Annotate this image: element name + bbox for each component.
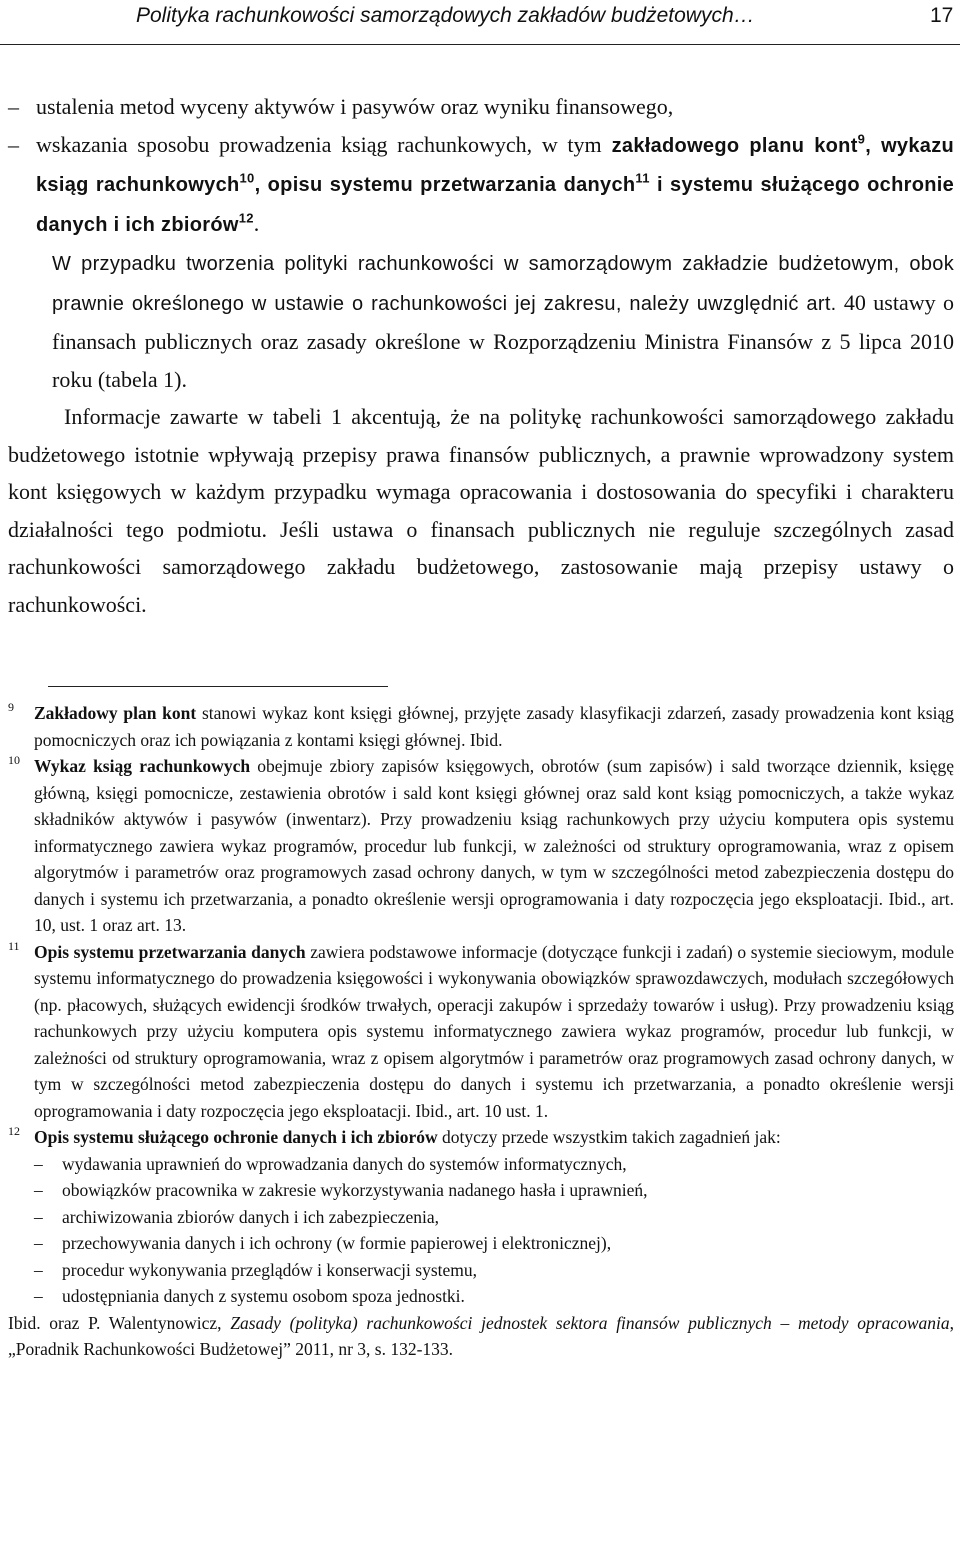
footnote-ref-10[interactable]: 10 (239, 170, 255, 186)
footnote-term: Wykaz ksiąg rachunkowych (34, 756, 251, 776)
dash-bullet: – (34, 1233, 43, 1253)
list-item (8, 1177, 954, 1204)
item-bold-text: , wykazu ksiąg rachunkowych (36, 134, 955, 196)
footnote-number: 12 (8, 1124, 20, 1138)
dash-bullet: – (8, 131, 19, 157)
footnote-list (8, 1151, 954, 1310)
list-item (8, 1230, 954, 1257)
header-rule (0, 44, 960, 45)
footnote-ref-11[interactable]: 11 (635, 170, 650, 186)
item-text: wskazania sposobu prowadzenia ksiąg rachunkowych, w tym (36, 131, 602, 157)
list-item-text: archiwizowania zbiorów danych i ich zabezpieczenia, (62, 1206, 440, 1227)
item-text: . (253, 210, 260, 236)
list-item (8, 88, 954, 126)
footnote-ref-9[interactable]: 9 (857, 131, 866, 147)
source-text: Ibid. oraz P. Walentynowicz, (8, 1312, 231, 1333)
paragraph-text: W przypadku tworzenia polityki rachunkowości w samorządowym zakładzie budżetowym, obok prawnie określonego w ustawie o rachunkowości jej zakresu, należy uwzględnić art. (52, 253, 954, 315)
list-item (8, 1204, 954, 1231)
footnote-source (8, 1310, 954, 1363)
running-header (0, 0, 960, 46)
list-item-text: wydawania uprawnień do wprowadzania danych do systemów informatycznych, (62, 1153, 627, 1174)
footnote-body: zawiera podstawowe informacje (dotyczące funkcji i zadań) o systemie sieciowym, module systemu informatycznego do prowadzenia księgowości i wykonywania obowiązków sprawozdawczych, modułach szczegółowych (np. płacowych, służących ewidencji środków trwałych, operacji zakupów i sprzedaży towarów i usług). Przy prowadzeniu ksiąg rachunkowych przy użyciu komputera opis systemu informatycznego zawiera wykaz programów, procedur lub funkcji, w zależności od struktury oprogramowania, wraz z opisem algorytmów i parametrów oraz programowych zasad ochrony danych, w tym w szczególności metod zabezpieczenia dostępu do danych i systemu ich przetwarzania, a ponadto określenie wersji oprogramowania i daty rozpoczęcia jego eksploatacji. Ibid., art. 10 ust. 1. (34, 941, 955, 1121)
item-bold-text: i systemu służącego ochronie danych i ich zbiorów (36, 174, 955, 236)
paragraph: Informacje zawarte w tabeli 1 akcentują, że na politykę rachunkowości samorządowego zakładu budżetowego istotnie wpływają przepisy prawa finansów publicznych, a prawnie wprowadzony system kont księgowych w każdym przypadku wymaga opracowania i dostosowania do specyfiki i charakteru działalności tego podmiotu. Jeśli ustawa o finansach publicznych nie reguluje szczególnych zasad rachunkowości samorządowego zakładu budżetowego, zastosowanie mają przepisy ustawy o rachunkowości. (8, 404, 954, 617)
dash-bullet: – (34, 1180, 43, 1200)
footnote-text (34, 753, 954, 939)
footnote-number: 11 (8, 938, 20, 953)
dash-bullet: – (34, 1153, 43, 1174)
header-title: Polityka rachunkowości samorządowych zakładów budżetowych… (136, 4, 755, 27)
footnote-text (34, 939, 954, 1125)
item-bold-text: zakładowego planu kont (601, 134, 858, 157)
footnote-10 (8, 753, 954, 939)
source-title: Zasady (polityka) rachunkowości jednostek sektora finansów publicznych – metody opracowania (230, 1312, 950, 1333)
list-item (8, 126, 954, 245)
list-item-text: procedur wykonywania przeglądów i konserwacji systemu, (62, 1259, 478, 1280)
footnote-text (34, 700, 954, 753)
footnotes (8, 700, 954, 1363)
dash-bullet: – (34, 1259, 43, 1280)
body-text (8, 88, 954, 623)
footnote-term: Opis systemu służącego ochronie danych i ich zbiorów (34, 1127, 438, 1147)
page-number: 17 (930, 4, 954, 27)
footnote-body: stanowi wykaz kont księgi głównej, przyjęte zasady klasyfikacji zdarzeń, zasady prowadzenia kont ksiąg pomocniczych oraz ich powiązania z kontami księgi głównej. Ibid. (34, 703, 954, 750)
item-bold-text: , opisu systemu przetwarzania danych (254, 174, 636, 196)
footnote-number: 10 (8, 753, 20, 767)
footnote-term: Opis systemu przetwarzania danych (34, 941, 306, 962)
footnote-11 (8, 939, 954, 1125)
footnote-ref-12[interactable]: 12 (238, 210, 254, 226)
paragraph-text: 40 ustawy o finansach publicznych oraz zasady określone w Rozporządzeniu Ministra Finansów z 5 lipca 2010 roku (tabela 1). (52, 289, 954, 392)
item-text: ustalenia metod wyceny aktywów i pasywów oraz wyniku finansowego, (36, 94, 674, 119)
footnote-body: obejmuje zbiory zapisów księgowych, obrotów (sum zapisów) i sald tworzące dziennik, księgę główną, księgi pomocnicze, zestawienia obrotów i sald kont księgi głównej oraz sald kont ksiąg pomocniczych, a także wykaz składników aktywów i pasywów (inwentarz). Przy prowadzeniu ksiąg rachunkowych przy użyciu komputera opis systemu informatycznego zawiera wykaz programów, procedur lub funkcji, w zależności od struktury oprogramowania, wraz z opisem algorytmów i parametrów oraz programowych zasad ochrony danych, w tym w szczególności metod zabezpieczenia dostępu do danych i systemu ich przetwarzania, a ponadto określenie wersji oprogramowania i daty rozpoczęcia jego eksploatacji. Ibid., art. 10, ust. 1 oraz art. 13. (34, 756, 955, 935)
footnote-9 (8, 700, 954, 753)
footnote-text (34, 1124, 954, 1151)
list-item (8, 1283, 954, 1310)
footnote-12 (8, 1124, 954, 1363)
footnote-separator (48, 686, 388, 687)
list-item-text: obowiązków pracownika w zakresie wykorzystywania nadanego hasła i uprawnień, (62, 1180, 648, 1200)
list-item-text: udostępniania danych z systemu osobom spoza jednostki. (62, 1286, 465, 1306)
dash-bullet: – (34, 1286, 43, 1306)
footnote-term: Zakładowy plan kont (34, 703, 197, 723)
footnote-body: dotyczy przede wszystkim takich zagadnień jak: (437, 1127, 781, 1147)
indented-paragraph (8, 244, 954, 398)
list-item (8, 1151, 954, 1178)
dash-bullet: – (34, 1206, 43, 1227)
list-item (8, 1257, 954, 1284)
footnote-number: 9 (8, 700, 14, 714)
list-item-text: przechowywania danych i ich ochrony (w formie papierowej i elektronicznej), (62, 1233, 612, 1253)
dash-bullet: – (8, 94, 19, 119)
source-text: , „Poradnik Rachunkowości Budżetowej” 2011, nr 3, s. 132-133. (8, 1312, 954, 1359)
